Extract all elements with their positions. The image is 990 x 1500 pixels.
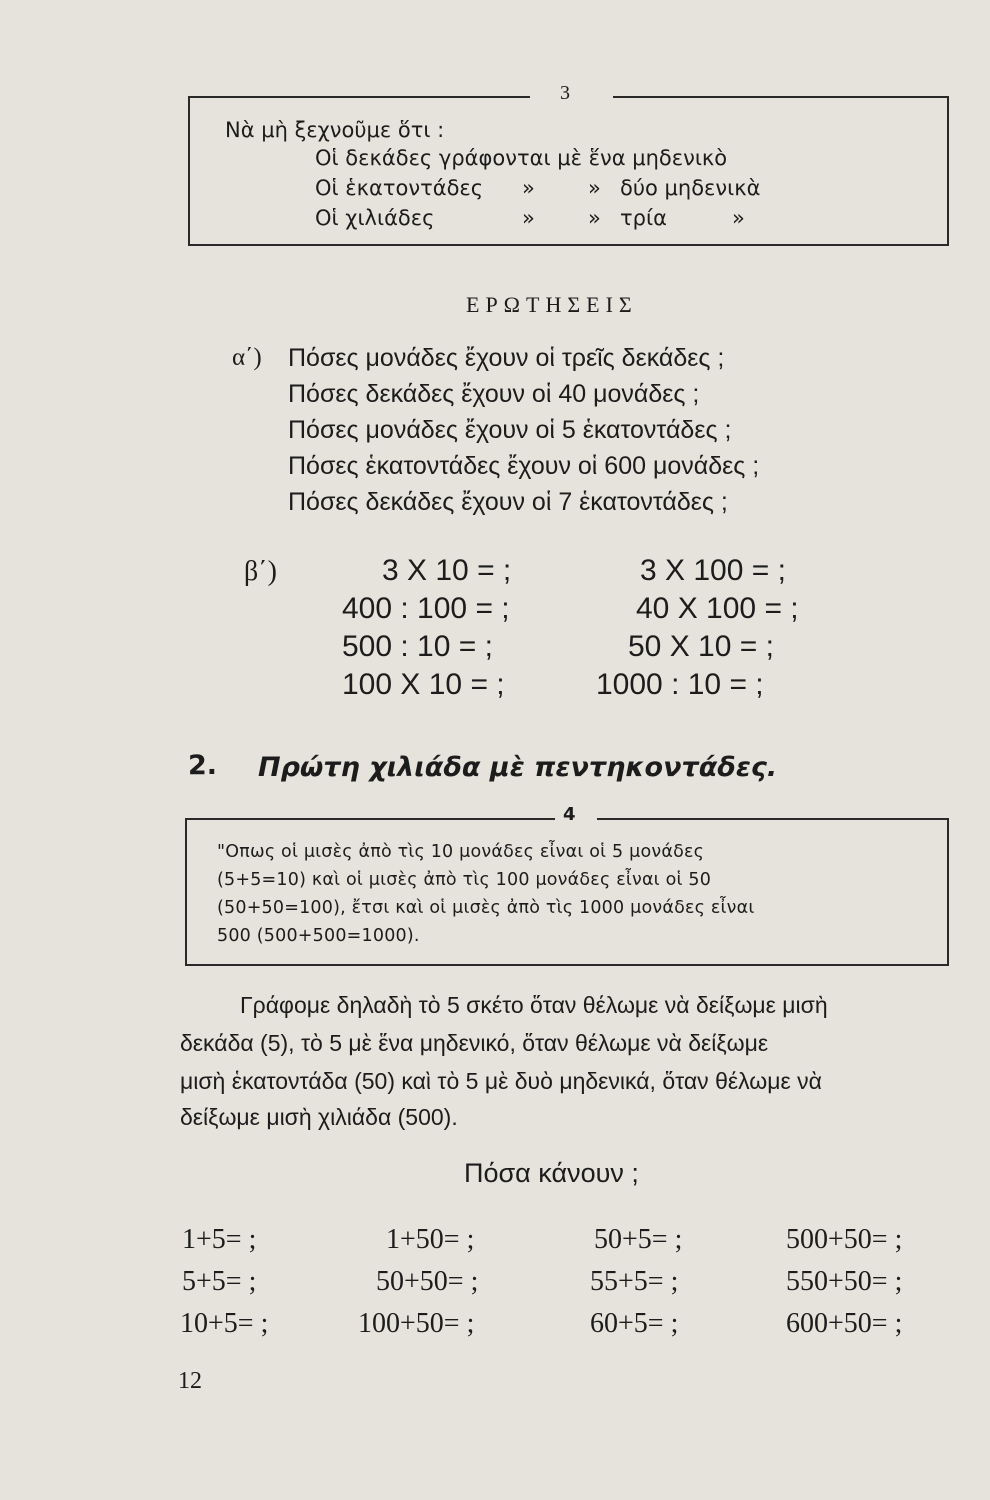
- box-number: 3: [560, 82, 570, 104]
- exercise-title: Πόσα κάνουν ;: [464, 1158, 639, 1188]
- reminder-box: [188, 82, 949, 246]
- ditto-mark: »: [522, 176, 535, 200]
- reminder-row-thousands-label: Οἱ χιλιάδες: [315, 206, 435, 230]
- explanation-line: (50+50=100), ἔτσι καὶ οἱ μισὲς ἀπὸ τὶς 1000 μονάδες εἶναι: [217, 898, 755, 918]
- ditto-mark: »: [732, 206, 745, 230]
- box-top-rule-left: [185, 818, 555, 820]
- questions-heading: ΕΡΩΤΗΣΕΙΣ: [466, 292, 638, 317]
- explanation-line: "Οπως οἱ μισὲς ἀπὸ τὶς 10 μονάδες εἶναι οἱ 5 μονάδες: [217, 842, 705, 862]
- equation: 50 X 10 = ;: [628, 630, 774, 663]
- reminder-row-tens: Οἱ δεκάδες γράφονται μὲ ἕνα μηδενικὸ: [315, 146, 728, 170]
- part-b-label: β΄): [244, 556, 277, 587]
- paragraph-line: Γράφομε δηλαδὴ τὸ 5 σκέτο ὅταν θέλωμε νὰ δείξωμε μισὴ: [240, 992, 828, 1018]
- equation: 3 X 10 = ;: [382, 554, 512, 587]
- paragraph-line: δείξωμε μισὴ χιλιάδα (500).: [180, 1104, 458, 1130]
- sum-exercise: 500+50= ;: [786, 1224, 903, 1255]
- sum-exercise: 55+5= ;: [590, 1266, 679, 1297]
- sum-exercise: 5+5= ;: [182, 1266, 257, 1297]
- explanation-line: (5+5=10) καὶ οἱ μισὲς ἀπὸ τὶς 100 μονάδες εἶναι οἱ 50: [217, 870, 712, 890]
- question-line: Πόσες δεκάδες ἔχουν οἱ 7 ἑκατοντάδες ;: [288, 488, 728, 516]
- equation: 400 : 100 = ;: [342, 592, 510, 625]
- equation: 100 X 10 = ;: [342, 668, 505, 701]
- sum-exercise: 550+50= ;: [786, 1266, 903, 1297]
- sum-exercise: 1+50= ;: [386, 1224, 475, 1255]
- equation: 3 X 100 = ;: [640, 554, 786, 587]
- ditto-mark: »: [588, 176, 601, 200]
- reminder-row-hundreds-value: δύο μηδενικὰ: [620, 176, 761, 200]
- paragraph-line: μισὴ ἑκατοντάδα (50) καὶ τὸ 5 μὲ δυὸ μηδενικά, ὅταν θέλωμε νὰ: [180, 1068, 822, 1094]
- sum-exercise: 50+5= ;: [594, 1224, 683, 1255]
- equation: 40 X 100 = ;: [636, 592, 799, 625]
- reminder-row-thousands-value: τρία: [620, 206, 667, 230]
- reminder-row-hundreds-label: Οἱ ἑκατοντάδες: [315, 176, 484, 200]
- sum-exercise: 1+5= ;: [182, 1224, 257, 1255]
- box-top-rule-right: [597, 818, 949, 820]
- question-line: Πόσες μονάδες ἔχουν οἱ 5 ἑκατοντάδες ;: [288, 416, 732, 444]
- explanation-box: [185, 804, 949, 966]
- question-line: Πόσες δεκάδες ἔχουν οἱ 40 μονάδες ;: [288, 380, 700, 408]
- sum-exercise: 100+50= ;: [358, 1308, 475, 1339]
- reminder-lead: Νὰ μὴ ξεχνοῦμε ὅτι :: [225, 118, 445, 142]
- paragraph-line: δεκάδα (5), τὸ 5 μὲ ἕνα μηδενικό, ὅταν θέλωμε νὰ δείξωμε: [180, 1030, 769, 1056]
- question-line: Πόσες μονάδες ἔχουν οἱ τρεῖς δεκάδες ;: [288, 344, 725, 372]
- sum-exercise: 60+5= ;: [590, 1308, 679, 1339]
- ditto-mark: »: [522, 206, 535, 230]
- explanation-line: 500 (500+500=1000).: [217, 926, 420, 946]
- equation: 1000 : 10 = ;: [596, 668, 764, 701]
- sum-exercise: 600+50= ;: [786, 1308, 903, 1339]
- section-number: 2.: [188, 750, 218, 781]
- section-title: Πρώτη χιλιάδα μὲ πεντηκοντάδες.: [258, 752, 778, 783]
- page-number: 12: [178, 1368, 202, 1394]
- sum-exercise: 50+50= ;: [376, 1266, 479, 1297]
- box-top-rule-left: [188, 96, 530, 98]
- question-line: Πόσες ἑκατοντάδες ἔχουν οἱ 600 μονάδες ;: [288, 452, 760, 480]
- box-top-rule-right: [613, 96, 949, 98]
- box-number: 4: [563, 804, 576, 825]
- ditto-mark: »: [588, 206, 601, 230]
- equation: 500 : 10 = ;: [342, 630, 493, 663]
- part-a-label: α΄): [232, 344, 262, 371]
- sum-exercise: 10+5= ;: [180, 1308, 269, 1339]
